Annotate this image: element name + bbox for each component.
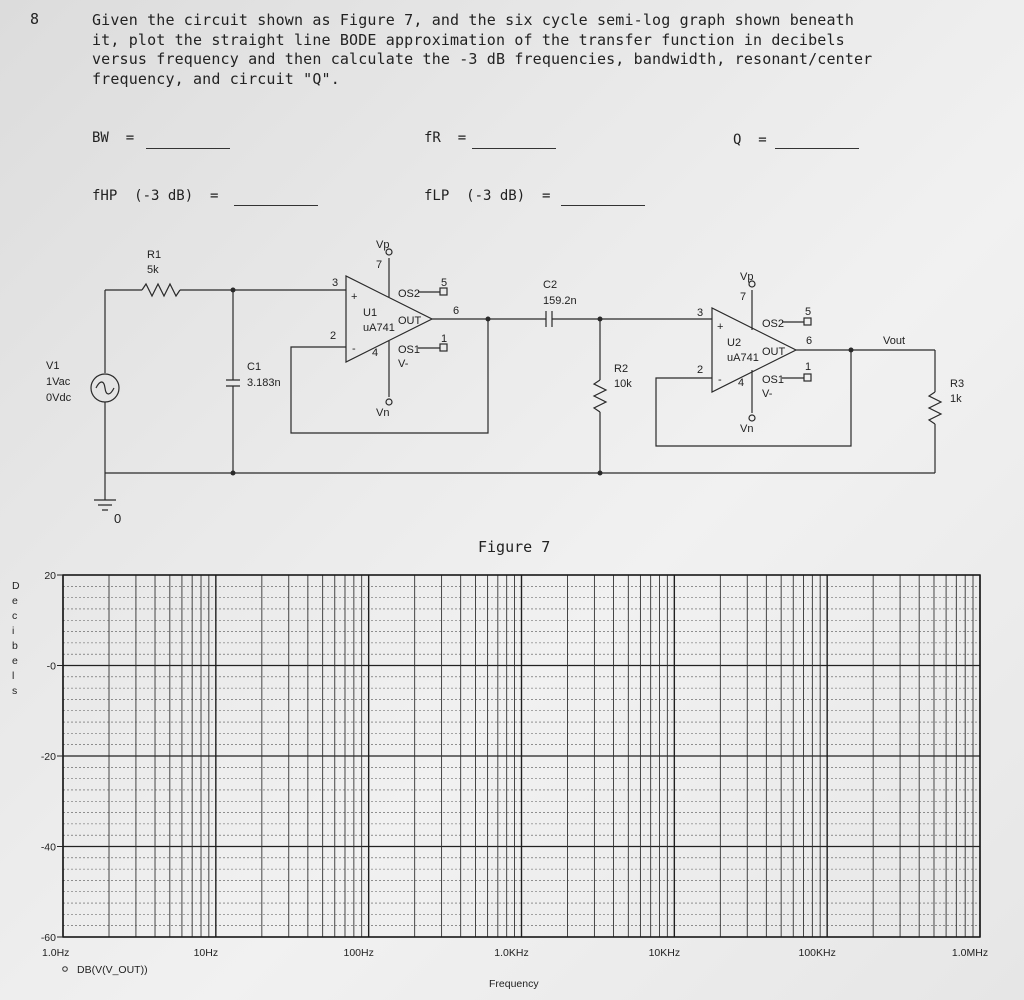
y-tick-label: 20 xyxy=(44,570,56,582)
question-line: frequency, and circuit "Q". xyxy=(92,69,340,88)
x-tick-label: 1.0MHz xyxy=(951,947,989,959)
u2-name: U2 xyxy=(727,337,742,349)
x-tick-label: 1.0KHz xyxy=(494,947,529,959)
u2-pin6: 6 xyxy=(806,335,813,347)
u1-pin6: 6 xyxy=(453,305,460,317)
x-tick-label: 100KHz xyxy=(798,947,836,959)
y-axis-label-letter: s xyxy=(12,685,18,697)
c2-value: 159.2n xyxy=(543,295,577,307)
y-axis-label-letter: b xyxy=(12,640,18,652)
u2-os2: OS2 xyxy=(762,318,785,330)
u1-pin4: 4 xyxy=(372,347,379,359)
c1-name: C1 xyxy=(247,361,262,373)
r3-value: 1k xyxy=(950,393,962,405)
question-line: Given the circuit shown as Figure 7, and the six cycle semi-log graph shown beneath xyxy=(92,11,855,29)
u1-pin2: 2 xyxy=(330,330,337,342)
figure-caption: Figure 7 xyxy=(478,538,551,556)
plot-frame xyxy=(63,575,980,937)
v1-dc: 0Vdc xyxy=(46,392,72,404)
u1-plus: + xyxy=(351,291,358,303)
y-tick-label: -60 xyxy=(40,932,56,944)
x-axis-label: Frequency xyxy=(489,978,539,990)
x-tick-label: 10Hz xyxy=(193,947,219,959)
question-line: versus frequency and then calculate the -3 dB frequencies, bandwidth, resonant/center xyxy=(92,50,873,68)
u2-pin2: 2 xyxy=(697,364,704,376)
question-line: it, plot the straight line BODE approximation of the transfer function in decibels xyxy=(92,30,845,49)
u2-minus: - xyxy=(718,374,722,386)
r2-value: 10k xyxy=(614,378,632,390)
legend-marker xyxy=(63,967,68,972)
u1-pin7: 7 xyxy=(376,259,383,271)
u1-os1: OS1 xyxy=(398,344,421,356)
r1-name: R1 xyxy=(147,249,162,261)
u2-pin1: 1 xyxy=(805,361,812,373)
y-axis-label-letter: l xyxy=(12,670,15,682)
x-tick-label: 1.0Hz xyxy=(42,947,70,959)
ground-label: 0 xyxy=(114,511,122,526)
fhp-label: fHP (-3 dB) = xyxy=(92,188,219,204)
u2-plus: + xyxy=(717,321,724,333)
y-axis-label-letter: D xyxy=(12,580,20,592)
u1-vn: Vn xyxy=(376,407,390,419)
y-axis-label-letter: c xyxy=(12,610,18,622)
u2-pin3: 3 xyxy=(697,307,704,319)
vout-label: Vout xyxy=(883,335,906,347)
u1-part: uA741 xyxy=(363,322,395,334)
q-label: Q = xyxy=(733,132,767,148)
c1-value: 3.183n xyxy=(247,377,281,389)
x-tick-label: 100Hz xyxy=(343,947,374,959)
fr-label: fR = xyxy=(424,130,467,146)
r3-name: R3 xyxy=(950,378,965,390)
u2-out: OUT xyxy=(762,346,786,358)
c2-name: C2 xyxy=(543,279,558,291)
bw-label: BW = xyxy=(92,130,135,146)
u1-out: OUT xyxy=(398,315,422,327)
y-axis-label-letter: i xyxy=(12,625,15,637)
u2-pin4: 4 xyxy=(738,377,745,389)
y-axis-label-letter: e xyxy=(12,595,18,607)
question-number: 8 xyxy=(30,10,40,28)
r1-value: 5k xyxy=(147,264,159,276)
u1-vp: Vp xyxy=(376,239,390,251)
u1-minus: - xyxy=(352,343,356,355)
u1-vminus: V- xyxy=(398,358,409,370)
u1-name: U1 xyxy=(363,307,378,319)
y-axis-label-letter: e xyxy=(12,655,18,667)
u1-pin3: 3 xyxy=(332,277,339,289)
u2-vminus: V- xyxy=(762,388,773,400)
legend-label: DB(V(V_OUT)) xyxy=(77,964,148,976)
u2-os1: OS1 xyxy=(762,374,785,386)
u2-part: uA741 xyxy=(727,352,759,364)
u2-vp: Vp xyxy=(740,271,754,283)
u1-pin1: 1 xyxy=(441,333,448,345)
u2-pin5: 5 xyxy=(805,306,812,318)
v1-name: V1 xyxy=(46,360,60,372)
r2-name: R2 xyxy=(614,363,629,375)
u2-vn: Vn xyxy=(740,423,754,435)
v1-ac: 1Vac xyxy=(46,376,71,388)
y-tick-label: -0 xyxy=(46,660,56,673)
u2-pin7: 7 xyxy=(740,291,747,303)
y-tick-label: -20 xyxy=(40,751,56,763)
flp-label: fLP (-3 dB) = xyxy=(424,188,551,204)
u1-pin5: 5 xyxy=(441,277,448,289)
y-tick-label: -40 xyxy=(40,841,56,854)
x-tick-label: 10KHz xyxy=(648,947,681,959)
u1-os2: OS2 xyxy=(398,288,421,300)
